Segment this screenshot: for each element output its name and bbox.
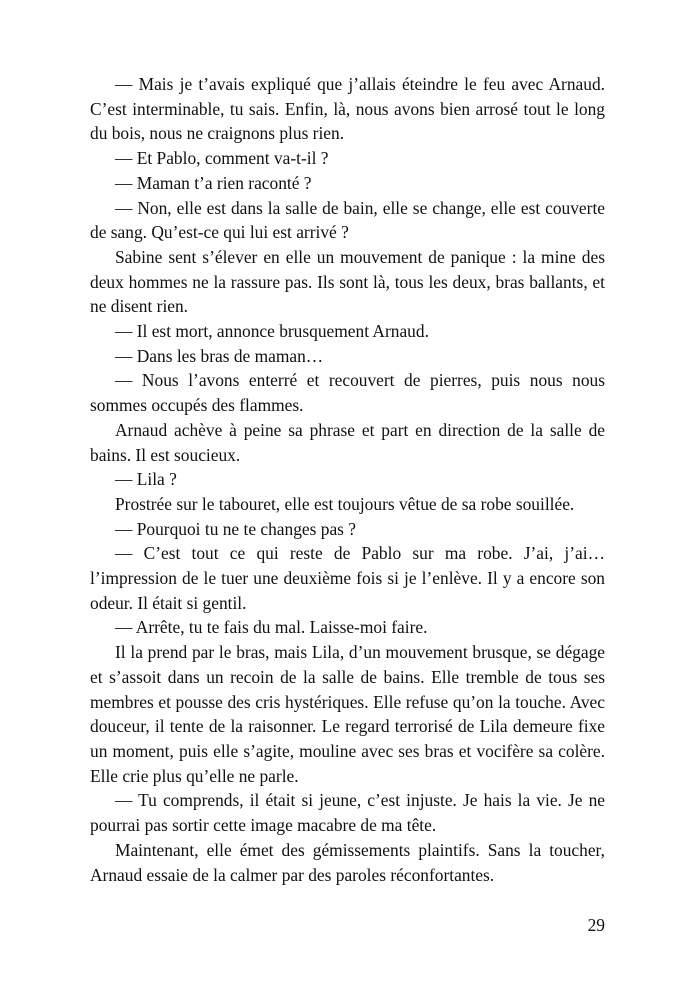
paragraph: — Et Pablo, comment va-t-il ?	[115, 148, 329, 169]
paragraph: — Mais je t’avais expliqué que j’allais éteindre le feu avec Arnaud. C’est interminable, tu sais. Enfin, là, nous avons bien arrosé tout le long du bois, nous ne craignons plus rien.	[90, 74, 605, 144]
paragraph: Il la prend par le bras, mais Lila, d’un mouvement brusque, se dégage et s’assoit dans un recoin de la salle de bains. Elle tremble de tous ses membres et pousse des cris hystériques. Elle refuse qu’on la touche. Avec douceur, il tente de la raisonner. Le regard terrorisé de Lila demeure fixe un moment, puis elle s’agite, mouline avec ses bras et vocifère sa colère. Elle crie plus qu’elle ne parle.	[90, 642, 605, 786]
paragraph: Arnaud achève à peine sa phrase et part en direction de la salle de bains. Il est soucieux.	[90, 419, 605, 465]
paragraph: — Pourquoi tu ne te changes pas ?	[115, 518, 356, 539]
paragraph: — Tu comprends, il était si jeune, c’est injuste. Je hais la vie. Je ne pourrai pas sortir cette image macabre de ma tête.	[90, 790, 605, 836]
paragraph: — Dans les bras de maman…	[115, 345, 324, 366]
paragraph: — Nous l’avons enterré et recouvert de pierres, puis nous nous sommes occupés des flammes.	[90, 370, 605, 416]
page-number: 29	[587, 915, 605, 935]
paragraph: — Non, elle est dans la salle de bain, elle se change, elle est couverte de sang. Qu’est-ce qui lui est arrivé ?	[90, 197, 605, 243]
paragraph: — C’est tout ce qui reste de Pablo sur ma robe. J’ai, j’ai… l’impression de le tuer une deuxième fois si je l’enlève. Il y a encore son odeur. Il était si gentil.	[90, 543, 605, 613]
paragraph: Sabine sent s’élever en elle un mouvement de panique : la mine des deux hommes ne la rassure pas. Ils sont là, tous les deux, bras ballants, et ne disent rien.	[90, 246, 605, 317]
body-text	[90, 72, 605, 887]
paragraph: — Arrête, tu te fais du mal. Laisse-moi faire.	[115, 617, 428, 638]
paragraph: — Maman t’a rien raconté ?	[115, 172, 312, 193]
paragraph: — Il est mort, annonce brusquement Arnaud.	[115, 321, 429, 342]
paragraph: Prostrée sur le tabouret, elle est toujours vêtue de sa robe souillée.	[115, 493, 575, 514]
paragraph: — Lila ?	[115, 469, 177, 490]
paragraph: Maintenant, elle émet des gémissements plaintifs. Sans la toucher, Arnaud essaie de la calmer par des paroles réconfortantes.	[90, 839, 605, 885]
